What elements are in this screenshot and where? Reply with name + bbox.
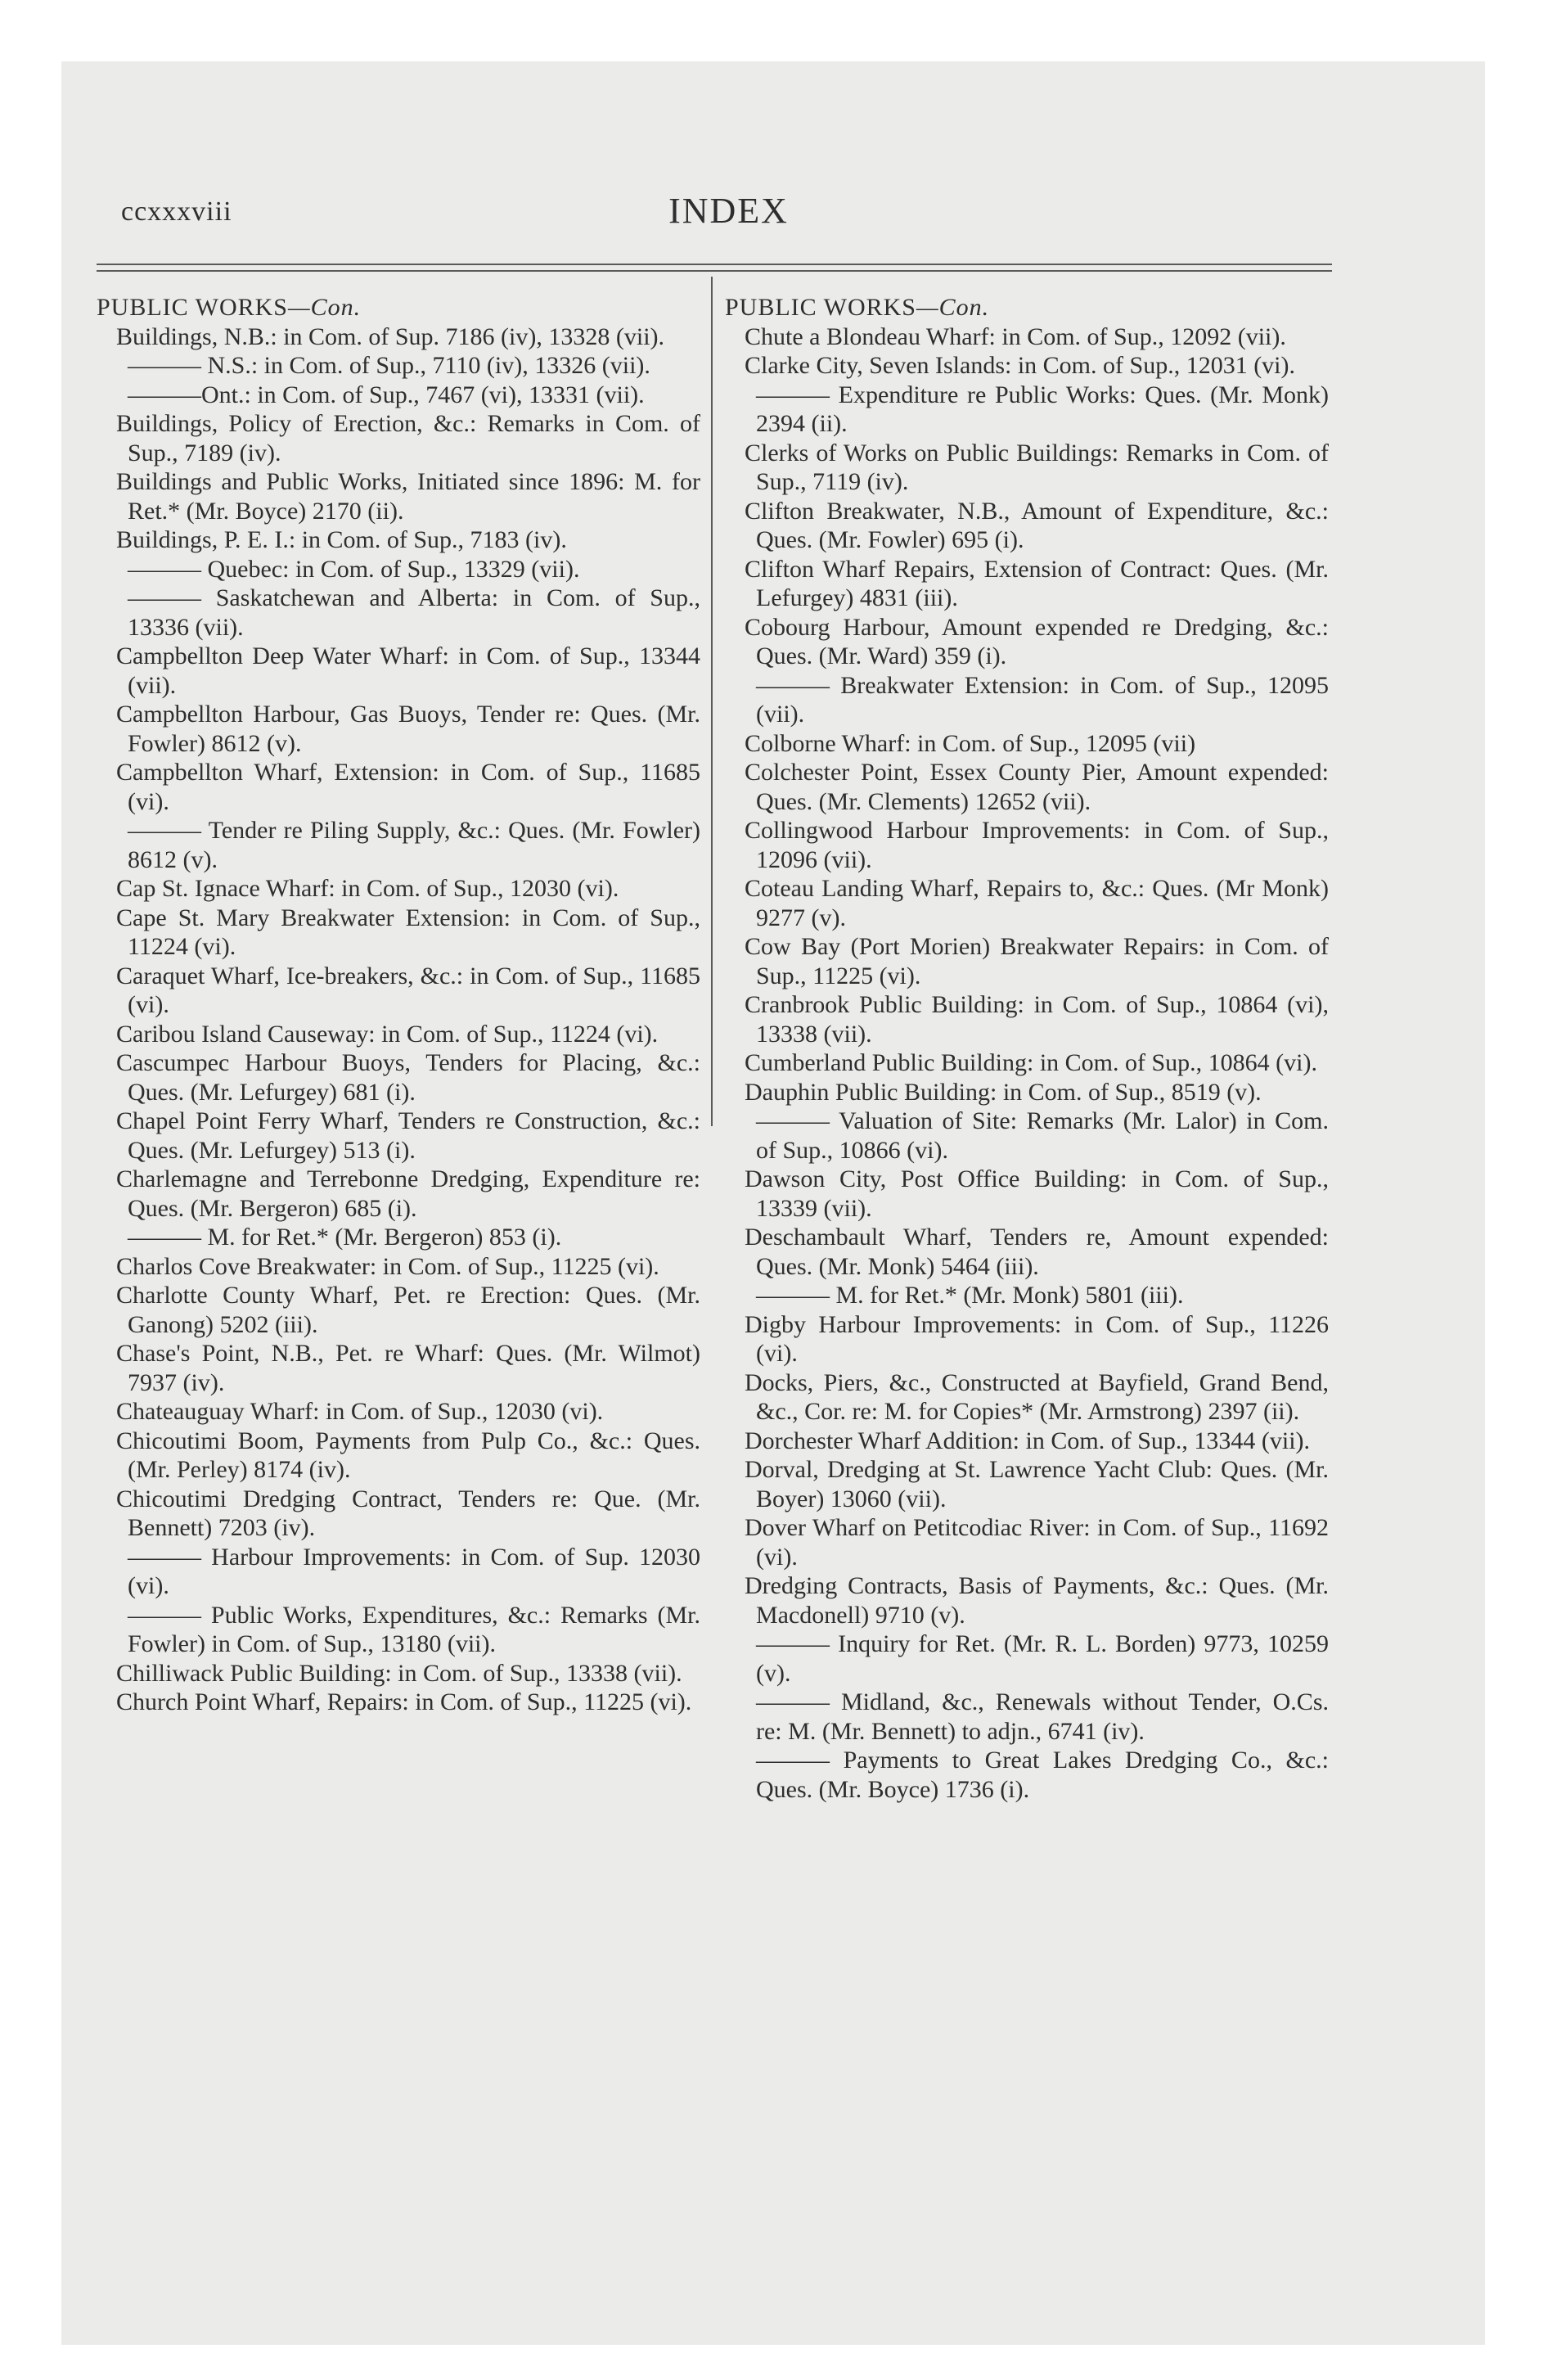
section-heading xyxy=(97,293,700,322)
index-entry: ——— Inquiry for Ret. (Mr. R. L. Borden) 9773, 10259 (v). xyxy=(756,1630,1329,1687)
index-entry: Charlotte County Wharf, Pet. re Erection: Ques. (Mr. Ganong) 5202 (iii). xyxy=(116,1282,700,1338)
index-entry: ——— Quebec: in Com. of Sup., 13329 (vii). xyxy=(128,555,580,583)
index-entry: Cap St. Ignace Wharf: in Com. of Sup., 12030 (vi). xyxy=(116,875,619,902)
index-entry: Buildings, Policy of Erection, &c.: Remarks in Com. of Sup., 7189 (iv). xyxy=(116,410,700,467)
index-entry: ——— Payments to Great Lakes Dredging Co., &c.: Ques. (Mr. Boyce) 1736 (i). xyxy=(756,1747,1329,1803)
index-entry: Clifton Breakwater, N.B., Amount of Expenditure, &c.: Ques. (Mr. Fowler) 695 (i). xyxy=(745,497,1329,553)
index-entry: Chicoutimi Dredging Contract, Tenders re: Que. (Mr. Bennett) 7203 (iv). xyxy=(116,1485,700,1541)
index-entry: Campbellton Harbour, Gas Buoys, Tender re: Ques. (Mr. Fowler) 8612 (v). xyxy=(116,701,700,757)
index-entry: Chicoutimi Boom, Payments from Pulp Co., &c.: Ques. (Mr. Perley) 8174 (iv). xyxy=(116,1427,700,1483)
index-entry: Cranbrook Public Building: in Com. of Sup., 10864 (vi), 13338 (vii). xyxy=(745,991,1329,1048)
index-entry: Cow Bay (Port Morien) Breakwater Repairs: in Com. of Sup., 11225 (vi). xyxy=(745,933,1329,989)
index-entry: Dorval, Dredging at St. Lawrence Yacht Club: Ques. (Mr. Boyer) 13060 (vii). xyxy=(745,1456,1329,1512)
index-entry: Clifton Wharf Repairs, Extension of Contract: Ques. (Mr. Lefurgey) 4831 (iii). xyxy=(745,555,1329,611)
index-entry: ——— Saskatchewan and Alberta: in Com. of Sup., 13336 (vii). xyxy=(128,584,700,641)
heading-continued: —Con. xyxy=(916,294,990,321)
index-entry: Caraquet Wharf, Ice-breakers, &c.: in Com. of Sup., 11685 (vi). xyxy=(116,962,700,1018)
index-entry: Cumberland Public Building: in Com. of Sup., 10864 (vi). xyxy=(745,1049,1317,1076)
index-entry: Digby Harbour Improvements: in Com. of Sup., 11226 (vi). xyxy=(745,1310,1329,1367)
heading-text: PUBLIC WORKS xyxy=(725,294,916,321)
index-entry: Chateauguay Wharf: in Com. of Sup., 12030 (vi). xyxy=(116,1398,604,1425)
index-entry: Chute a Blondeau Wharf: in Com. of Sup., 12092 (vii). xyxy=(745,322,1286,350)
index-entry: ———Ont.: in Com. of Sup., 7467 (vi), 13331 (vii). xyxy=(128,381,645,408)
index-entry: Docks, Piers, &c., Constructed at Bayfield, Grand Bend, &c., Cor. re: M. for Copies* (Mr. Armstrong) 2397 (ii). xyxy=(745,1368,1329,1425)
index-entry: Deschambault Wharf, Tenders re, Amount expended: Ques. (Mr. Monk) 5464 (iii). xyxy=(745,1224,1329,1280)
header-rule xyxy=(97,264,1332,272)
index-entry: ——— Expenditure re Public Works: Ques. (Mr. Monk) 2394 (ii). xyxy=(756,381,1329,437)
index-entry: Buildings, N.B.: in Com. of Sup. 7186 (iv), 13328 (vii). xyxy=(116,322,665,350)
index-entry: Colchester Point, Essex County Pier, Amount expended: Ques. (Mr. Clements) 12652 (vii). xyxy=(745,759,1329,815)
index-entry: Buildings, P. E. I.: in Com. of Sup., 7183 (iv). xyxy=(116,526,567,553)
heading-text: PUBLIC WORKS xyxy=(97,294,288,321)
index-entry: Cobourg Harbour, Amount expended re Dredging, &c.: Ques. (Mr. Ward) 359 (i). xyxy=(745,613,1329,669)
index-entry: Dredging Contracts, Basis of Payments, &c.: Ques. (Mr. Macdonell) 9710 (v). xyxy=(745,1572,1329,1629)
index-entry: Collingwood Harbour Improvements: in Com. of Sup., 12096 (vii). xyxy=(745,817,1329,873)
index-entry: ——— Public Works, Expenditures, &c.: Remarks (Mr. Fowler) in Com. of Sup., 13180 (vii). xyxy=(128,1601,700,1657)
index-entry: Campbellton Deep Water Wharf: in Com. of Sup., 13344 (vii). xyxy=(116,642,700,699)
left-column xyxy=(97,293,700,1717)
index-entry: Church Point Wharf, Repairs: in Com. of Sup., 11225 (vi). xyxy=(116,1688,692,1715)
index-entry: ——— N.S.: in Com. of Sup., 7110 (iv), 13326 (vii). xyxy=(128,352,650,379)
index-entry: Colborne Wharf: in Com. of Sup., 12095 (vii) xyxy=(745,729,1196,757)
index-entry: ——— M. for Ret.* (Mr. Monk) 5801 (iii). xyxy=(756,1282,1184,1309)
page-number: ccxxxviii xyxy=(121,196,232,227)
index-entry: ——— Harbour Improvements: in Com. of Sup. 12030 (vi). xyxy=(128,1543,700,1599)
column-divider xyxy=(711,277,713,1126)
index-entry: Cape St. Mary Breakwater Extension: in Com. of Sup., 11224 (vi). xyxy=(116,904,700,960)
index-entry: Dauphin Public Building: in Com. of Sup., 8519 (v). xyxy=(745,1078,1262,1106)
index-entry: Chase's Point, N.B., Pet. re Wharf: Ques. (Mr. Wilmot) 7937 (iv). xyxy=(116,1340,700,1396)
index-entry: Caribou Island Causeway: in Com. of Sup., 11224 (vi). xyxy=(116,1020,659,1048)
index-entry: Buildings and Public Works, Initiated since 1896: M. for Ret.* (Mr. Boyce) 2170 (ii). xyxy=(116,468,700,525)
index-entry: Dover Wharf on Petitcodiac River: in Com. of Sup., 11692 (vi). xyxy=(745,1514,1329,1571)
index-entry: Charlemagne and Terrebonne Dredging, Expenditure re: Ques. (Mr. Bergeron) 685 (i). xyxy=(116,1165,700,1222)
index-entry: Clerks of Works on Public Buildings: Remarks in Com. of Sup., 7119 (iv). xyxy=(745,439,1329,495)
right-column xyxy=(725,293,1329,1804)
index-entry: Charlos Cove Breakwater: in Com. of Sup., 11225 (vi). xyxy=(116,1252,659,1280)
index-entry: Clarke City, Seven Islands: in Com. of Sup., 12031 (vi). xyxy=(745,352,1296,379)
index-entry: Campbellton Wharf, Extension: in Com. of Sup., 11685 (vi). xyxy=(116,759,700,815)
index-entry: ——— Tender re Piling Supply, &c.: Ques. (Mr. Fowler) 8612 (v). xyxy=(128,817,700,873)
index-entry: ——— Valuation of Site: Remarks (Mr. Lalor) in Com. of Sup., 10866 (vi). xyxy=(756,1107,1329,1164)
section-heading xyxy=(725,293,1329,322)
index-entry: Coteau Landing Wharf, Repairs to, &c.: Ques. (Mr Monk) 9277 (v). xyxy=(745,875,1329,931)
index-entry: Cascumpec Harbour Buoys, Tenders for Placing, &c.: Ques. (Mr. Lefurgey) 681 (i). xyxy=(116,1049,700,1106)
index-entry: Chilliwack Public Building: in Com. of Sup., 13338 (vii). xyxy=(116,1659,682,1687)
page-header xyxy=(121,191,1336,246)
index-entry: ——— M. for Ret.* (Mr. Bergeron) 853 (i). xyxy=(128,1224,562,1251)
heading-continued: —Con. xyxy=(287,294,362,321)
index-entry: ——— Midland, &c., Renewals without Tender, O.Cs. re: M. (Mr. Bennett) to adjn., 6741 (iv). xyxy=(756,1688,1329,1745)
index-entry: Dawson City, Post Office Building: in Com. of Sup., 13339 (vii). xyxy=(745,1165,1329,1222)
page-title: INDEX xyxy=(668,191,789,231)
index-entry: Chapel Point Ferry Wharf, Tenders re Construction, &c.: Ques. (Mr. Lefurgey) 513 (i). xyxy=(116,1107,700,1164)
index-entry: ——— Breakwater Extension: in Com. of Sup., 12095 (vii). xyxy=(756,671,1329,728)
index-entry: Dorchester Wharf Addition: in Com. of Sup., 13344 (vii). xyxy=(745,1427,1311,1454)
